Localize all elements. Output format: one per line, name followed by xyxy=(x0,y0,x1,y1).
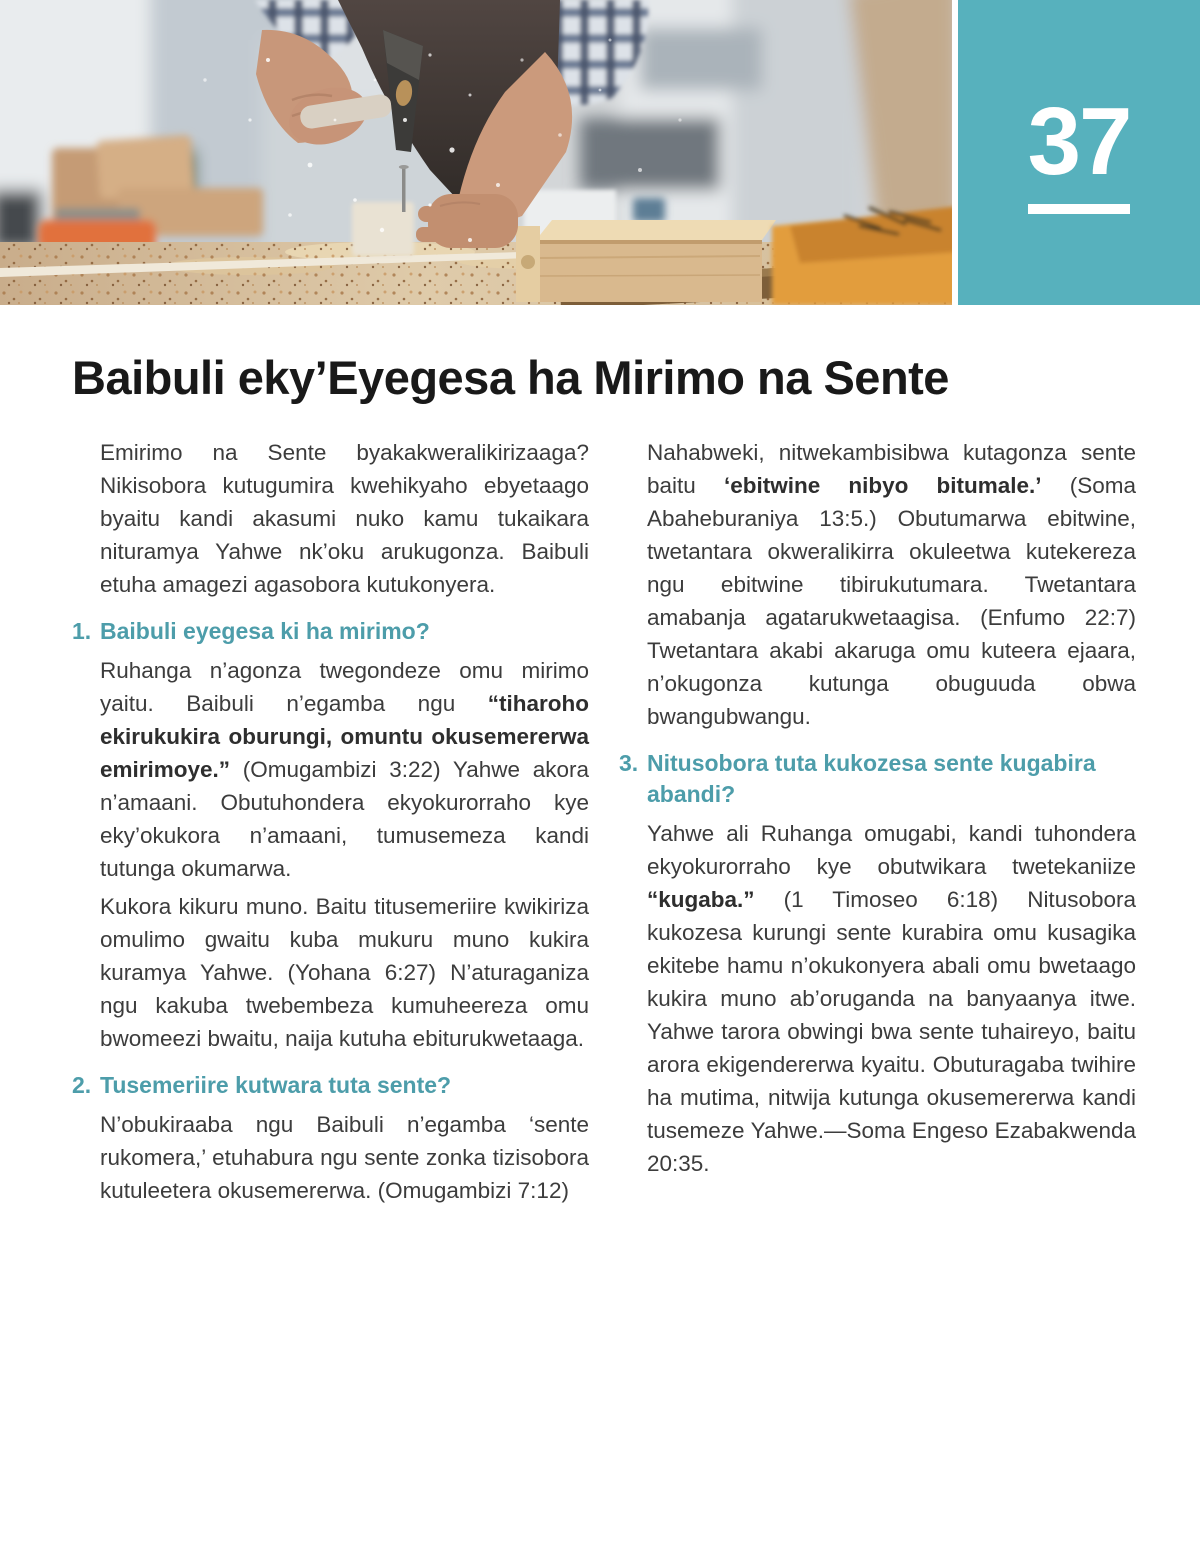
right-column xyxy=(619,436,1136,1212)
question-1-text: Baibuli eyegesa ki ha mirimo? xyxy=(100,617,430,644)
question-1-number: 1. xyxy=(72,617,92,644)
left-column xyxy=(72,436,589,1212)
question-3-text: Nitusobora tuta kukozesa sente kugabira abandi? xyxy=(647,749,1096,807)
question-1-heading xyxy=(72,616,589,647)
page-header xyxy=(0,0,1200,305)
intro-paragraph: Emirimo na Sente byakakweralikirizaaga? Nikisobora kutugumira kwehikyaho ebyetaago byaitu kandi akasumi nuko kamu tukaikara nituramya Yahwe nk’oku arukugonza. Baibuli etuha amagezi agasobora kutukonyera. xyxy=(100,439,589,597)
section-3-paragraph-1 xyxy=(647,817,1136,1180)
text-segment: Yahwe ali Ruhanga omugabi, kandi tuhondera ekyokurorraho kye obutwikara twetekaniize xyxy=(647,820,1136,879)
section-1-paragraph-2: Kukora kikuru muno. Baitu titusemeriire kwikiriza omulimo gwaitu kuba mukuru muno kukira kuramya Yahwe. (Yohana 6:27) N’aturaganiza ngu kakuba twebembeza kumuheereza omu bwomeezi bwaitu, naija kutuha ebiturukwetaaga. xyxy=(100,893,589,1051)
text-segment: Nahabweki, nitwekambisibwa kutagonza sente baitu xyxy=(647,439,1136,498)
question-2-text: Tusemeriire kutwara tuta sente? xyxy=(100,1071,452,1098)
carpenter-photo-illustration xyxy=(0,0,952,305)
section-2-paragraph-2 xyxy=(647,436,1136,733)
lesson-number-badge xyxy=(958,0,1200,305)
page-title: Baibuli eky’Eyegesa ha Mirimo na Sente xyxy=(72,351,949,404)
text-segment: (Soma Abaheburaniya 13:5.) Obutumarwa ebitwine, twetantara okweralikirra okuleetwa kutekereza ngu ebitwine tibirukutumara. Twetantara amabanja agatarukwetaagisa. (Enfumo 22:7) Twetantara akabi akaruga omu kuteera ejaara, n’okugonza kutunga obuguuda obwa bwangubwangu. xyxy=(647,472,1136,729)
scripture-quote: “tiharoho ekirukukira oburungi, omuntu okusemererwa emirimoye.” xyxy=(100,690,589,782)
lesson-number: 37 xyxy=(1027,88,1131,195)
carpenter-photo xyxy=(0,0,952,305)
question-3-number: 3. xyxy=(619,749,639,776)
text-segment: (1 Timoseo 6:18) Nitusobora kukozesa kurungi sente kurabira omu kusagika ekitebe hamu n’okukonyera abali omu bwetaago kukira muno ab’oruganda na banyaanya itwe. Yahwe tarora obwingi bwa sente tuhaireyo, baitu arora ekigendererwa kyaitu. Obuturagaba twihire ha mutima, nitwija kutunga okusemererwa kandi tusemeze Yahwe.—Soma Engeso Ezabakwenda 20:35. xyxy=(647,886,1136,1176)
section-2-paragraph-1: N’obukiraaba ngu Baibuli n’egamba ‘sente rukomera,’ etuhabura ngu sente zonka tizisobora kutuleetera okusemererwa. (Omugambizi 7:12) xyxy=(100,1111,589,1203)
article-body xyxy=(0,408,1200,1212)
scripture-quote: “kugaba.” xyxy=(647,886,755,912)
text-segment: (Omugambizi 3:22) Yahwe akora n’amaani. Obutuhondera ekyokurorraho kye eky’okukora n’amaani, tumusemeza kandi tutunga okumarwa. xyxy=(100,756,589,881)
lesson-number-underline xyxy=(1028,204,1130,214)
question-3-heading xyxy=(619,748,1136,810)
question-2-number: 2. xyxy=(72,1071,92,1098)
question-2-heading xyxy=(72,1070,589,1101)
section-1-paragraph-1 xyxy=(100,654,589,885)
wood-board xyxy=(516,220,776,302)
text-segment: Ruhanga n’agonza twegondeze omu mirimo yaitu. Baibuli n’egamba ngu xyxy=(100,657,589,716)
scripture-quote: ‘ebitwine nibyo bitumale.’ xyxy=(723,472,1042,498)
